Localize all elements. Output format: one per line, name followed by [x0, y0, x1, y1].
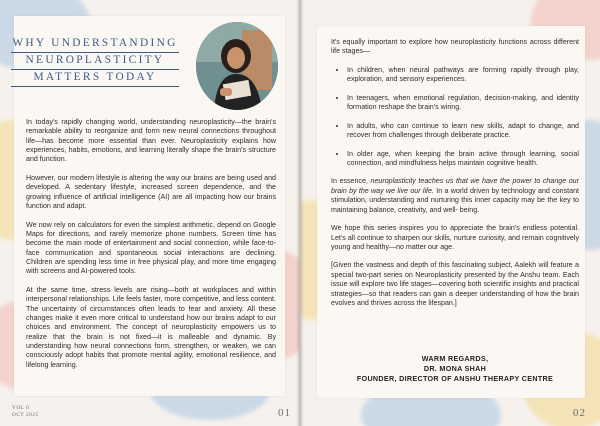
essence-rest: In a world driven by technology and constant stimulation, understanding and nurturing this inner capacity may be the key to maintaining balance, creativity, and well- being. [331, 186, 579, 214]
title-underline [11, 69, 179, 70]
title-underline [11, 86, 179, 87]
hope-paragraph: We hope this series inspires you to appreciate the brain's endless potential. Let's all continue to sharpen our skills, nurture curiosity, and remain cognitively young and healthy—no matter our age. [331, 224, 579, 251]
author-photo-illustration [196, 22, 278, 110]
sign-name: DR. MONA SHAH [423, 363, 487, 373]
list-item: • In children, when neural pathways are forming rapidly through play, exploration, and sensory experiences. [347, 66, 579, 85]
right-page [301, 0, 600, 426]
page-number: 02 [573, 407, 586, 419]
essence-paragraph [331, 177, 579, 214]
signature-block [331, 354, 579, 383]
list-item: • In older age, when keeping the brain active through learning, social connection, and mindfulness helps maintain cognitive health. [347, 150, 579, 169]
issue-label [12, 405, 39, 418]
sign-title: FOUNDER, DIRECTOR OF ANSHU THERAPY CENTRE [356, 373, 554, 383]
intro-paragraph: It's equally important to explore how neuroplasticity functions across different life stages— [331, 38, 579, 56]
issue-date: OCT 2025 [12, 411, 39, 418]
page-gutter [296, 0, 304, 426]
left-body-text [26, 118, 276, 379]
sign-regards: WARM REGARDS, [421, 354, 489, 363]
right-body-text [331, 38, 579, 318]
page-number: 01 [278, 407, 291, 419]
series-note: [Given the vastness and depth of this fascinating subject, Aalekh will feature a special two-part series on Neuroplasticity presented by the Anshu team. Each issue will explore two life stages—covering both scientific insights and practical strategies—so that readers can gain a deeper understanding of how the brain evolves and thrives across the lifespan.] [331, 261, 579, 307]
title-underline [11, 52, 179, 53]
title-line-1: WHY UNDERSTANDING [12, 37, 178, 49]
paragraph: However, our modern lifestyle is altering the way our brains are being used and developed. A sedentary lifestyle, increased screen dependence, and the growing influence of artificial intelligence (AI) are all impacting how our brains function and adapt. [26, 174, 276, 211]
author-photo [196, 22, 278, 110]
essence-lead: In essence, [331, 177, 371, 186]
life-stages-list [331, 66, 579, 168]
list-item: • In teenagers, when emotional regulation, decision-making, and identity formation reshape the brain's wiring. [347, 94, 579, 113]
article-title [6, 36, 184, 87]
paragraph: At the same time, stress levels are rising—both at workplaces and within interpersonal relationships. Life feels faster, more competitive, and less content. The uncertainty of circumstances often leads to fear and anxiety. All these changes make it even more critical to understand how our brains adapt to our choices and environment. The concept of neuroplasticity empowers us to realize that the brain is not fixed—it is malleable and dynamic. By understanding how neural connections form, strengthen, or weaken, we can consciously adopt habits that promote mental agility, emotional resilience, and lifelong learning. [26, 286, 276, 369]
essence-italic: neuroplasticity teaches us that we have the power to change our brain by the way we live our life. [331, 177, 579, 195]
title-line-2: NEUROPLASTICITY [25, 54, 165, 66]
volume-label: VOL 6 [12, 405, 30, 411]
paragraph: We now rely on calculators for even the simplest arithmetic, depend on Google Maps for directions, and rarely memorize phone numbers. Screen time has become the main mode of entertainment and social connection, while face-to-face communication and spontaneous social interactions are declining. Children are spending less time in free physical play, and more time engaging with screens and AI-powered tools. [26, 220, 276, 276]
paragraph: In today's rapidly changing world, understanding neuroplasticity—the brain's remarkable ability to reorganize and form new neural connections throughout life—has become more essential than ever. Neuroplasticity explains how experiences, habits, emotions, and learning literally shape the brain's structure and function. [26, 118, 276, 164]
list-item: • In adults, who can continue to learn new skills, adapt to change, and recover from challenges through deliberate practice. [347, 122, 579, 141]
title-line-3: MATTERS TODAY [33, 71, 157, 83]
left-page [0, 0, 299, 426]
